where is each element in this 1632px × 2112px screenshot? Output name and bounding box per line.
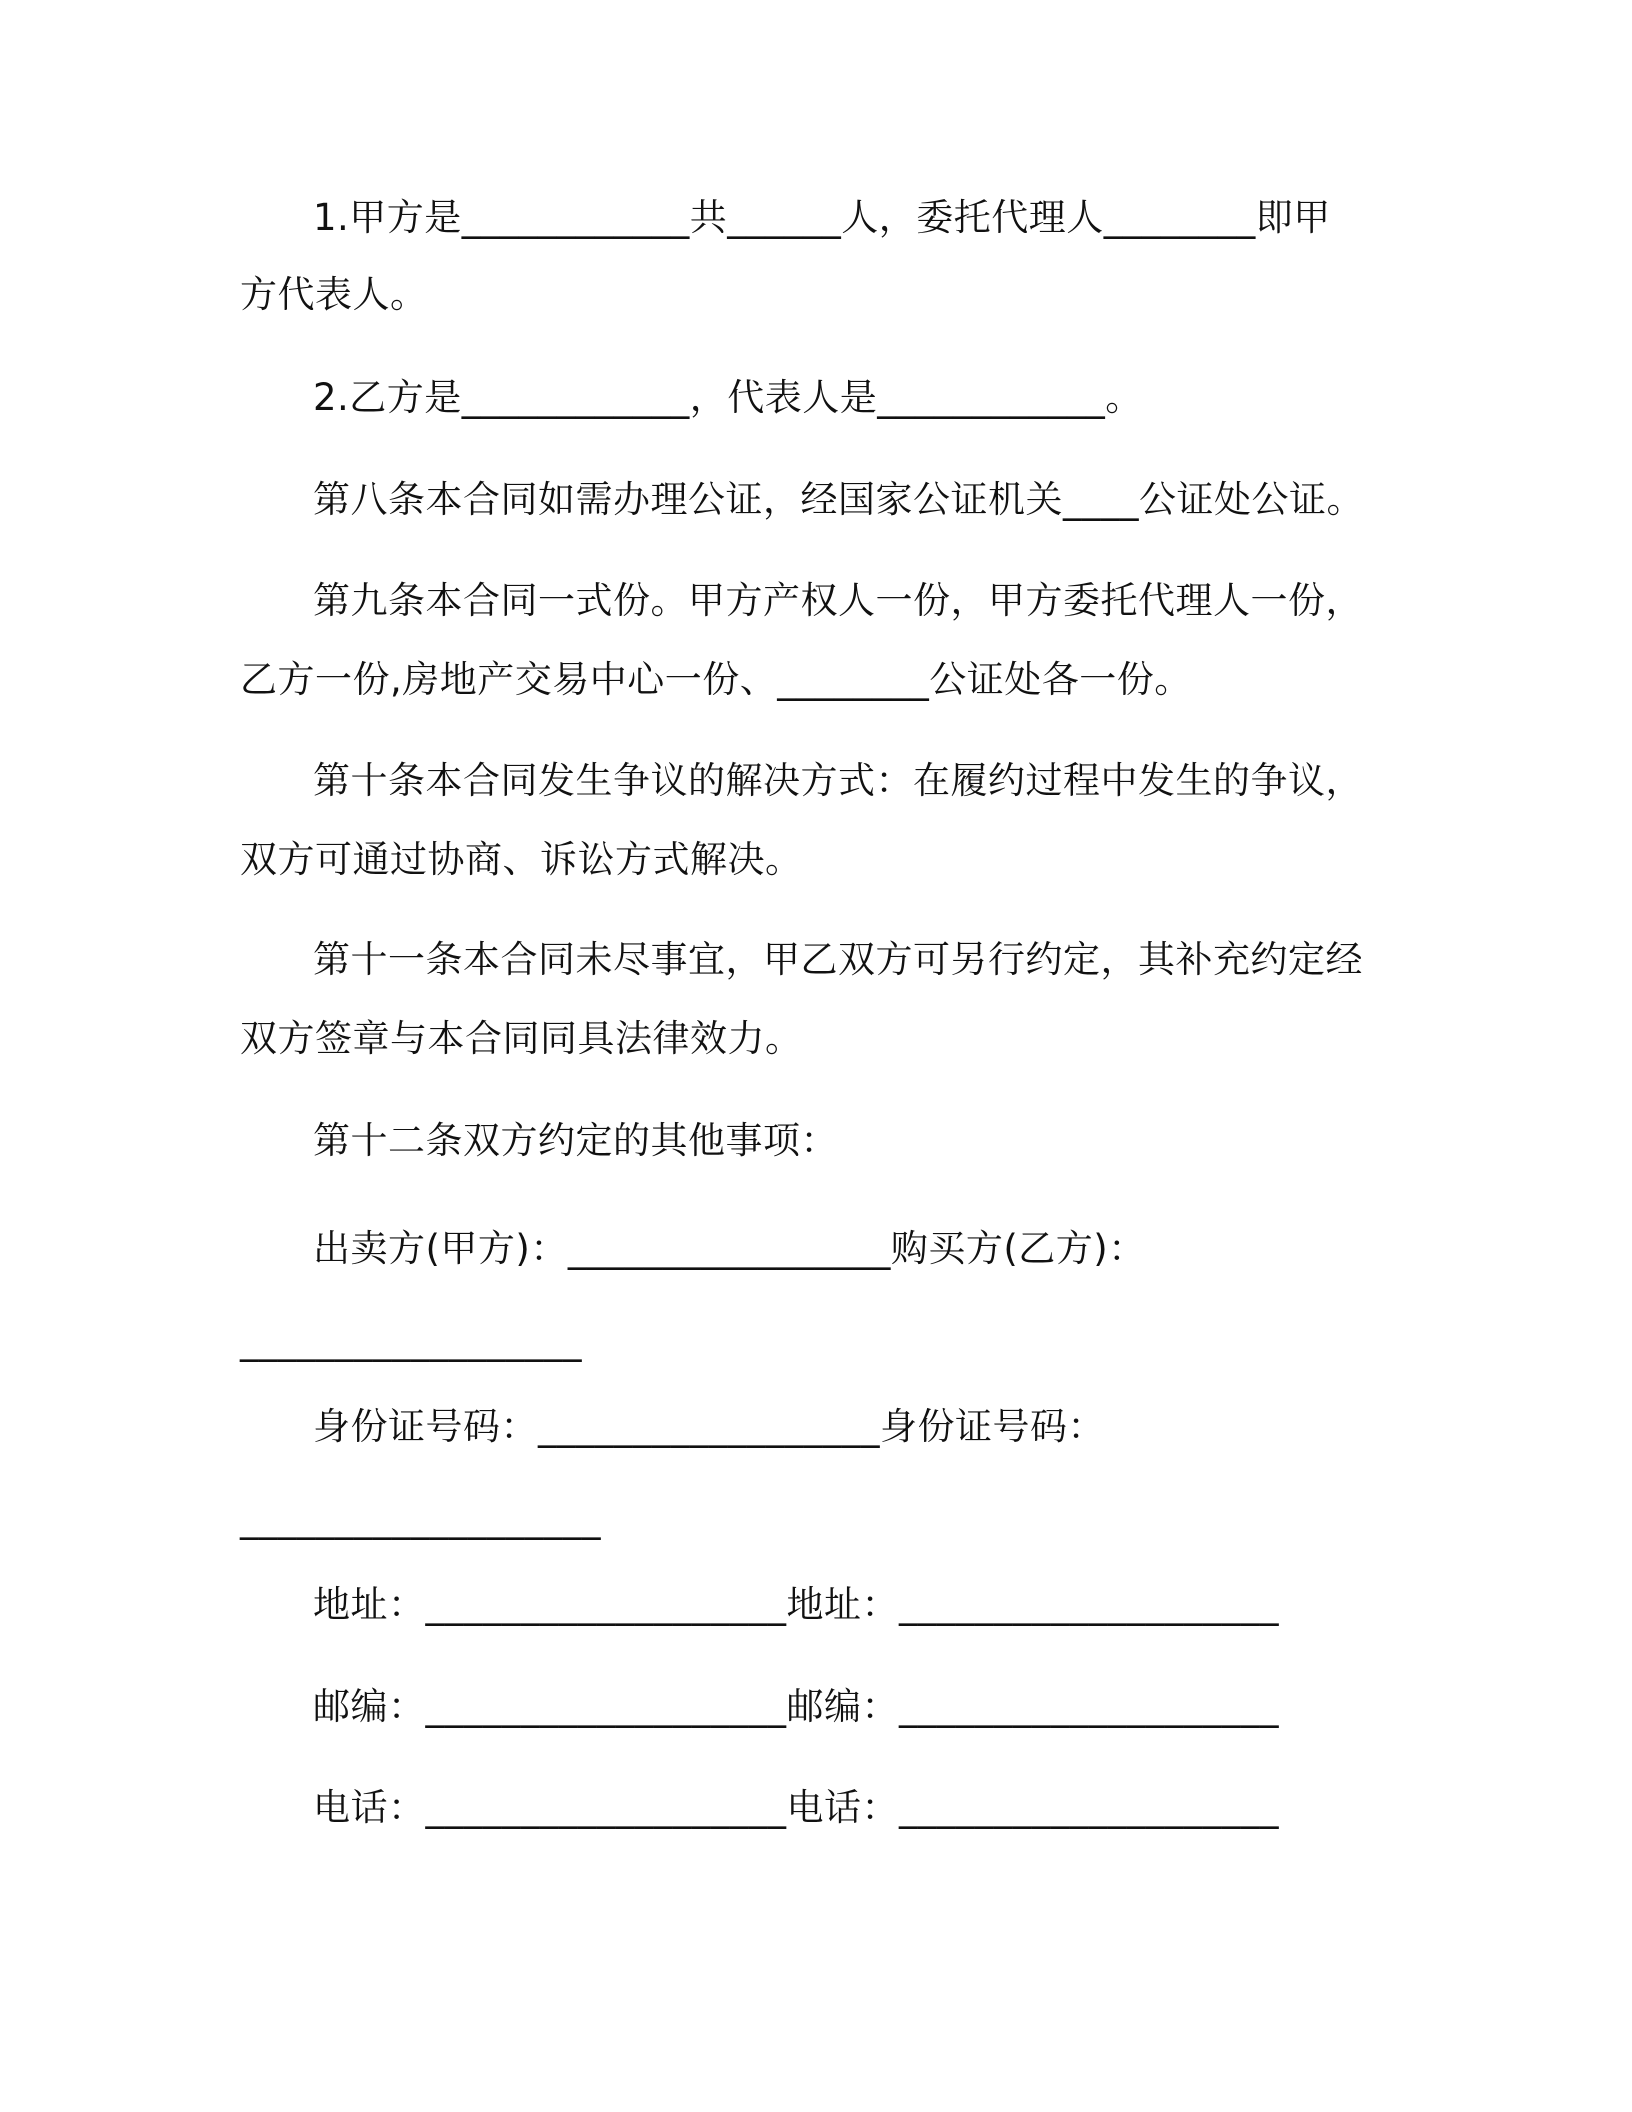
id-number-blank: ___________________ xyxy=(240,1497,601,1540)
clause-party-a-line-1: 1.甲方是____________共______人，委托代理人________即甲 xyxy=(313,196,1331,239)
article-9-line-1: 第九条本合同一式份。甲方产权人一份，甲方委托代理人一份， xyxy=(313,579,1363,622)
article-10-line-1: 第十条本合同发生争议的解决方式：在履约过程中发生的争议， xyxy=(313,759,1363,802)
clause-party-a-line-2: 方代表人。 xyxy=(240,273,428,316)
address-line: 地址：___________________地址：____________________ xyxy=(313,1583,1279,1626)
signature-buyer-blank: __________________ xyxy=(240,1319,582,1362)
article-11-line-2: 双方签章与本合同同具法律效力。 xyxy=(240,1017,803,1060)
article-12: 第十二条双方约定的其他事项： xyxy=(313,1119,838,1162)
article-11-line-1: 第十一条本合同未尽事宜，甲乙双方可另行约定，其补充约定经 xyxy=(313,938,1363,981)
article-8: 第八条本合同如需办理公证，经国家公证机关____公证处公证。 xyxy=(313,478,1364,521)
id-number-line: 身份证号码：__________________身份证号码： xyxy=(313,1405,1105,1448)
phone-line: 电话：___________________电话：____________________ xyxy=(313,1786,1279,1829)
signature-seller-buyer: 出卖方(甲方)：_________________购买方(乙方)： xyxy=(313,1227,1146,1270)
postcode-line: 邮编：___________________邮编：____________________ xyxy=(313,1685,1279,1728)
article-10-line-2: 双方可通过协商、诉讼方式解决。 xyxy=(240,838,803,881)
article-9-line-2: 乙方一份,房地产交易中心一份、________公证处各一份。 xyxy=(240,658,1192,701)
clause-party-b: 2.乙方是____________，代表人是____________。 xyxy=(313,376,1143,419)
